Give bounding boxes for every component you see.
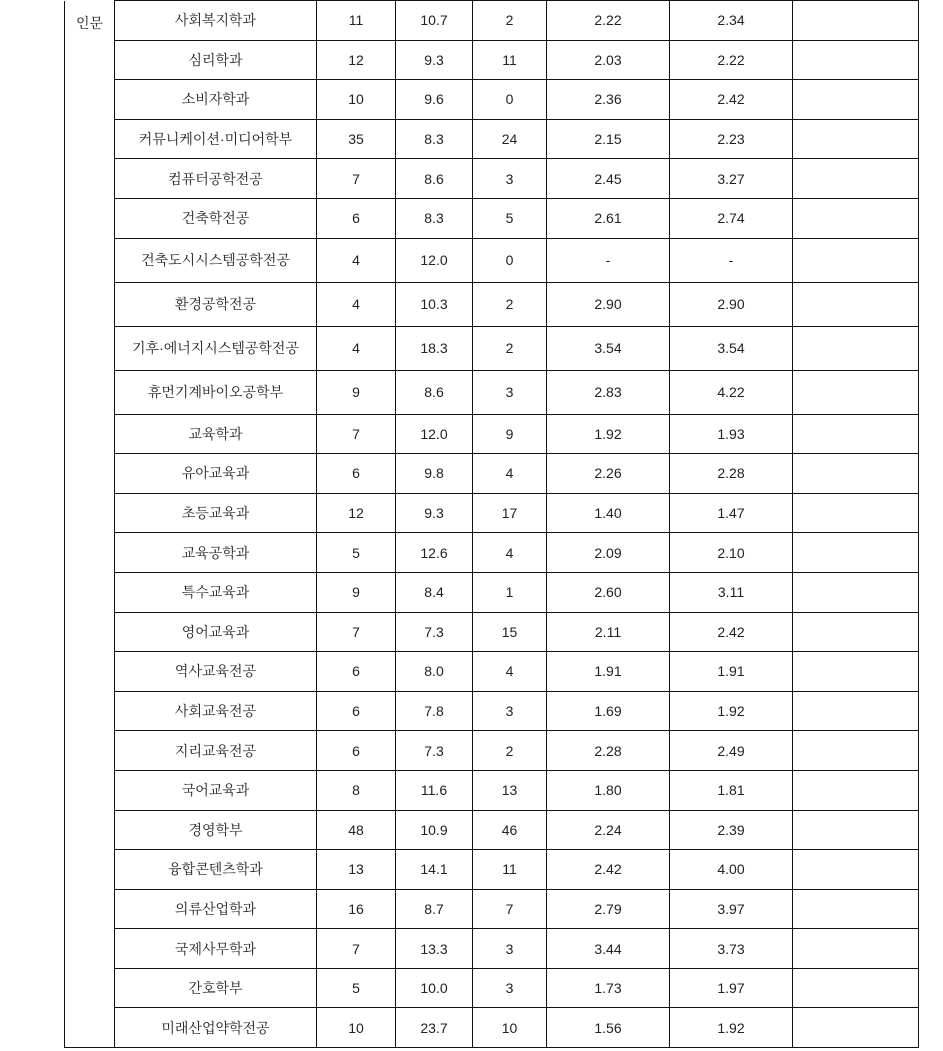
grade-cutoff-cell: 2.34	[670, 1, 793, 41]
table-row	[65, 414, 919, 454]
competition-rate-cell: 8.4	[396, 572, 473, 612]
grade-avg-cell: -	[547, 238, 670, 282]
grade-cutoff-cell: 1.97	[670, 968, 793, 1008]
waitlist-cell: 13	[473, 770, 547, 810]
quota-cell: 4	[317, 282, 396, 326]
waitlist-cell: 3	[473, 968, 547, 1008]
department-cell: 의류산업학과	[115, 889, 317, 929]
grade-avg-cell: 2.24	[547, 810, 670, 850]
grade-cutoff-cell: 1.47	[670, 493, 793, 533]
quota-cell: 7	[317, 159, 396, 199]
quota-cell: 35	[317, 119, 396, 159]
grade-cutoff-cell: -	[670, 238, 793, 282]
quota-cell: 16	[317, 889, 396, 929]
note-cell	[793, 810, 919, 850]
department-cell: 건축도시시스템공학전공	[115, 238, 317, 282]
department-cell: 융합콘텐츠학과	[115, 850, 317, 890]
waitlist-cell: 0	[473, 238, 547, 282]
table-row	[65, 159, 919, 199]
grade-avg-cell: 2.15	[547, 119, 670, 159]
note-cell	[793, 198, 919, 238]
table-row	[65, 1008, 919, 1048]
note-cell	[793, 612, 919, 652]
department-cell: 미래산업약학전공	[115, 1008, 317, 1048]
grade-cutoff-cell: 1.81	[670, 770, 793, 810]
note-cell	[793, 282, 919, 326]
grade-avg-cell: 2.90	[547, 282, 670, 326]
note-cell	[793, 414, 919, 454]
competition-rate-cell: 13.3	[396, 929, 473, 969]
department-cell: 환경공학전공	[115, 282, 317, 326]
department-cell: 사회복지학과	[115, 1, 317, 41]
grade-avg-cell: 2.03	[547, 40, 670, 80]
waitlist-cell: 10	[473, 1008, 547, 1048]
note-cell	[793, 1, 919, 41]
grade-avg-cell: 2.26	[547, 454, 670, 494]
grade-avg-cell: 1.69	[547, 691, 670, 731]
grade-cutoff-cell: 1.92	[670, 1008, 793, 1048]
note-cell	[793, 326, 919, 370]
competition-rate-cell: 8.0	[396, 652, 473, 692]
waitlist-cell: 4	[473, 652, 547, 692]
waitlist-cell: 2	[473, 282, 547, 326]
department-cell: 사회교육전공	[115, 691, 317, 731]
quota-cell: 12	[317, 493, 396, 533]
department-cell: 간호학부	[115, 968, 317, 1008]
table-row	[65, 731, 919, 771]
department-cell: 컴퓨터공학전공	[115, 159, 317, 199]
department-cell: 커뮤니케이션·미디어학부	[115, 119, 317, 159]
grade-avg-cell: 2.36	[547, 80, 670, 120]
grade-cutoff-cell: 4.00	[670, 850, 793, 890]
note-cell	[793, 691, 919, 731]
grade-avg-cell: 2.11	[547, 612, 670, 652]
grade-cutoff-cell: 1.92	[670, 691, 793, 731]
department-cell: 국제사무학과	[115, 929, 317, 969]
waitlist-cell: 3	[473, 370, 547, 414]
quota-cell: 7	[317, 929, 396, 969]
table-row	[65, 652, 919, 692]
note-cell	[793, 238, 919, 282]
quota-cell: 6	[317, 731, 396, 771]
table-row	[65, 929, 919, 969]
note-cell	[793, 40, 919, 80]
quota-cell: 11	[317, 1, 396, 41]
table-row	[65, 1, 919, 41]
waitlist-cell: 7	[473, 889, 547, 929]
table-row	[65, 889, 919, 929]
grade-avg-cell: 2.60	[547, 572, 670, 612]
department-cell: 지리교육전공	[115, 731, 317, 771]
competition-rate-cell: 7.3	[396, 612, 473, 652]
waitlist-cell: 15	[473, 612, 547, 652]
note-cell	[793, 929, 919, 969]
quota-cell: 4	[317, 326, 396, 370]
grade-cutoff-cell: 2.49	[670, 731, 793, 771]
quota-cell: 7	[317, 414, 396, 454]
table-row	[65, 612, 919, 652]
grade-avg-cell: 2.61	[547, 198, 670, 238]
department-cell: 휴먼기계바이오공학부	[115, 370, 317, 414]
quota-cell: 4	[317, 238, 396, 282]
grade-cutoff-cell: 3.97	[670, 889, 793, 929]
grade-avg-cell: 2.83	[547, 370, 670, 414]
table-row	[65, 770, 919, 810]
grade-cutoff-cell: 2.42	[670, 612, 793, 652]
quota-cell: 6	[317, 454, 396, 494]
grade-cutoff-cell: 2.22	[670, 40, 793, 80]
quota-cell: 6	[317, 198, 396, 238]
competition-rate-cell: 7.3	[396, 731, 473, 771]
note-cell	[793, 572, 919, 612]
waitlist-cell: 11	[473, 40, 547, 80]
competition-rate-cell: 8.6	[396, 159, 473, 199]
department-cell: 경영학부	[115, 810, 317, 850]
waitlist-cell: 3	[473, 159, 547, 199]
waitlist-cell: 17	[473, 493, 547, 533]
competition-rate-cell: 9.6	[396, 80, 473, 120]
competition-rate-cell: 10.9	[396, 810, 473, 850]
waitlist-cell: 24	[473, 119, 547, 159]
note-cell	[793, 370, 919, 414]
waitlist-cell: 0	[473, 80, 547, 120]
waitlist-cell: 2	[473, 731, 547, 771]
table-row	[65, 326, 919, 370]
department-cell: 심리학과	[115, 40, 317, 80]
department-cell: 영어교육과	[115, 612, 317, 652]
grade-cutoff-cell: 4.22	[670, 370, 793, 414]
department-cell: 초등교육과	[115, 493, 317, 533]
department-cell: 건축학전공	[115, 198, 317, 238]
note-cell	[793, 119, 919, 159]
competition-rate-cell: 12.6	[396, 533, 473, 573]
grade-cutoff-cell: 2.90	[670, 282, 793, 326]
grade-avg-cell: 3.54	[547, 326, 670, 370]
waitlist-cell: 3	[473, 691, 547, 731]
table-row	[65, 198, 919, 238]
grade-avg-cell: 2.45	[547, 159, 670, 199]
competition-rate-cell: 23.7	[396, 1008, 473, 1048]
competition-rate-cell: 7.8	[396, 691, 473, 731]
table-row	[65, 493, 919, 533]
table-row	[65, 238, 919, 282]
quota-cell: 12	[317, 40, 396, 80]
quota-cell: 7	[317, 612, 396, 652]
note-cell	[793, 850, 919, 890]
table-row	[65, 533, 919, 573]
quota-cell: 9	[317, 370, 396, 414]
grade-avg-cell: 2.28	[547, 731, 670, 771]
waitlist-cell: 11	[473, 850, 547, 890]
competition-rate-cell: 8.3	[396, 198, 473, 238]
table-row	[65, 691, 919, 731]
grade-cutoff-cell: 2.74	[670, 198, 793, 238]
note-cell	[793, 652, 919, 692]
table-row	[65, 282, 919, 326]
competition-rate-cell: 11.6	[396, 770, 473, 810]
grade-cutoff-cell: 3.27	[670, 159, 793, 199]
table-body	[65, 1, 919, 1048]
note-cell	[793, 80, 919, 120]
department-cell: 교육학과	[115, 414, 317, 454]
grade-avg-cell: 1.40	[547, 493, 670, 533]
waitlist-cell: 46	[473, 810, 547, 850]
quota-cell: 5	[317, 533, 396, 573]
note-cell	[793, 454, 919, 494]
grade-avg-cell: 2.79	[547, 889, 670, 929]
quota-cell: 8	[317, 770, 396, 810]
table-row	[65, 80, 919, 120]
grade-avg-cell: 3.44	[547, 929, 670, 969]
quota-cell: 5	[317, 968, 396, 1008]
grade-cutoff-cell: 1.93	[670, 414, 793, 454]
department-cell: 역사교육전공	[115, 652, 317, 692]
competition-rate-cell: 18.3	[396, 326, 473, 370]
waitlist-cell: 2	[473, 326, 547, 370]
grade-avg-cell: 1.80	[547, 770, 670, 810]
competition-rate-cell: 10.0	[396, 968, 473, 1008]
waitlist-cell: 4	[473, 454, 547, 494]
grade-cutoff-cell: 3.11	[670, 572, 793, 612]
note-cell	[793, 159, 919, 199]
competition-rate-cell: 14.1	[396, 850, 473, 890]
competition-rate-cell: 12.0	[396, 414, 473, 454]
quota-cell: 10	[317, 1008, 396, 1048]
grade-avg-cell: 1.73	[547, 968, 670, 1008]
competition-rate-cell: 12.0	[396, 238, 473, 282]
admissions-table	[64, 0, 919, 1048]
competition-rate-cell: 10.3	[396, 282, 473, 326]
competition-rate-cell: 9.3	[396, 40, 473, 80]
waitlist-cell: 5	[473, 198, 547, 238]
department-cell: 국어교육과	[115, 770, 317, 810]
table-row	[65, 968, 919, 1008]
note-cell	[793, 889, 919, 929]
note-cell	[793, 1008, 919, 1048]
waitlist-cell: 3	[473, 929, 547, 969]
waitlist-cell: 9	[473, 414, 547, 454]
grade-avg-cell: 2.09	[547, 533, 670, 573]
competition-rate-cell: 8.3	[396, 119, 473, 159]
table-row	[65, 454, 919, 494]
note-cell	[793, 770, 919, 810]
department-cell: 교육공학과	[115, 533, 317, 573]
competition-rate-cell: 9.8	[396, 454, 473, 494]
table-row	[65, 810, 919, 850]
grade-avg-cell: 2.22	[547, 1, 670, 41]
department-cell: 유아교육과	[115, 454, 317, 494]
waitlist-cell: 1	[473, 572, 547, 612]
department-cell: 특수교육과	[115, 572, 317, 612]
quota-cell: 48	[317, 810, 396, 850]
table-row	[65, 119, 919, 159]
note-cell	[793, 493, 919, 533]
grade-avg-cell: 1.91	[547, 652, 670, 692]
grade-avg-cell: 1.56	[547, 1008, 670, 1048]
grade-avg-cell: 2.42	[547, 850, 670, 890]
waitlist-cell: 4	[473, 533, 547, 573]
category-cell: 인문	[65, 1, 115, 1048]
quota-cell: 9	[317, 572, 396, 612]
grade-cutoff-cell: 2.39	[670, 810, 793, 850]
grade-avg-cell: 1.92	[547, 414, 670, 454]
competition-rate-cell: 10.7	[396, 1, 473, 41]
department-cell: 소비자학과	[115, 80, 317, 120]
competition-rate-cell: 8.7	[396, 889, 473, 929]
quota-cell: 10	[317, 80, 396, 120]
note-cell	[793, 533, 919, 573]
quota-cell: 6	[317, 652, 396, 692]
quota-cell: 6	[317, 691, 396, 731]
waitlist-cell: 2	[473, 1, 547, 41]
grade-cutoff-cell: 2.42	[670, 80, 793, 120]
note-cell	[793, 731, 919, 771]
grade-cutoff-cell: 3.73	[670, 929, 793, 969]
competition-rate-cell: 8.6	[396, 370, 473, 414]
table-row	[65, 850, 919, 890]
competition-rate-cell: 9.3	[396, 493, 473, 533]
grade-cutoff-cell: 3.54	[670, 326, 793, 370]
table-row	[65, 370, 919, 414]
note-cell	[793, 968, 919, 1008]
grade-cutoff-cell: 2.10	[670, 533, 793, 573]
grade-cutoff-cell: 1.91	[670, 652, 793, 692]
quota-cell: 13	[317, 850, 396, 890]
table-row	[65, 40, 919, 80]
grade-cutoff-cell: 2.28	[670, 454, 793, 494]
grade-cutoff-cell: 2.23	[670, 119, 793, 159]
table-row	[65, 572, 919, 612]
department-cell: 기후·에너지시스템공학전공	[115, 326, 317, 370]
